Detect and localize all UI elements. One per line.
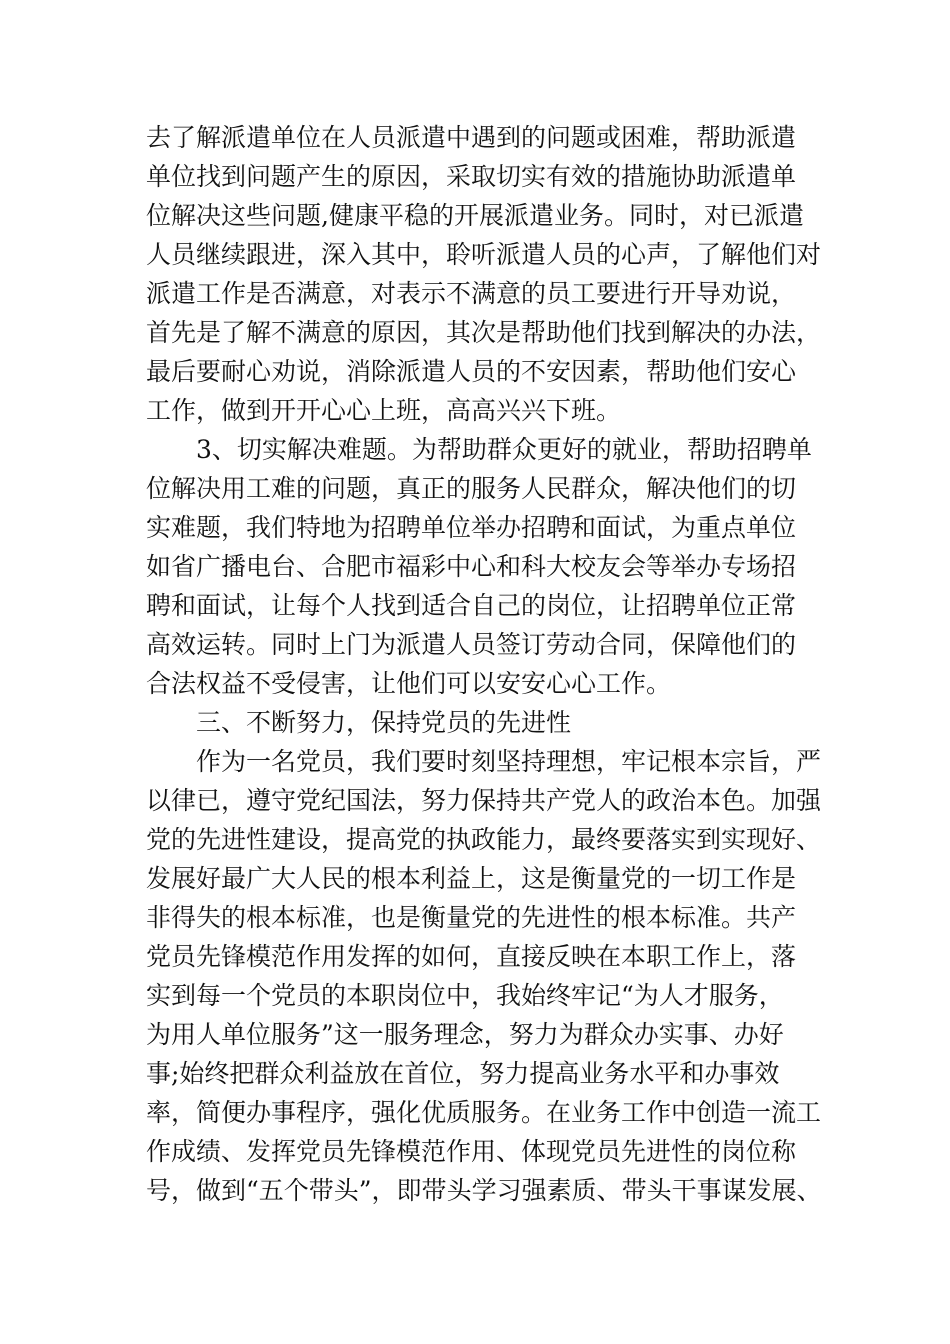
text-line: 事;始终把群众利益放在首位，努力提高业务水平和办事效 [146, 1059, 780, 1088]
text-line: 党员先锋模范作用发挥的如何，直接反映在本职工作上，落 [146, 942, 797, 971]
text-line: 聘和面试，让每个人找到适合自己的岗位，让招聘单位正常 [146, 591, 797, 620]
text-line: 以律已，遵守党纪国法，努力保持共产党人的政治本色。加强 [146, 786, 822, 815]
text-line: 派遣工作是否满意，对表示不满意的员工要进行开导劝说， [146, 279, 797, 308]
text-line: 实难题，我们特地为招聘单位举办招聘和面试，为重点单位 [146, 513, 797, 542]
text-line: 人员继续跟进，深入其中，聆听派遣人员的心声，了解他们对 [146, 240, 822, 269]
text-line: 位解决这些问题,健康平稳的开展派遣业务。同时，对已派遣 [146, 201, 804, 230]
text-line: 工作，做到开开心心上班，高高兴兴下班。 [146, 396, 622, 425]
text-line: 合法权益不受侵害，让他们可以安安心心工作。 [146, 669, 672, 698]
text-line: 非得失的根本标准，也是衡量党的先进性的根本标准。共产 [146, 903, 797, 932]
text-line: 单位找到问题产生的原因，采取切实有效的措施协助派遣单 [146, 162, 797, 191]
text-line: 首先是了解不满意的原因，其次是帮助他们找到解决的办法， [146, 318, 822, 347]
section-heading: 三、不断努力，保持党员的先进性 [196, 708, 572, 737]
text-line: 3、切实解决难题。为帮助群众更好的就业，帮助招聘单 [196, 435, 812, 464]
text-line: 实到每一个党员的本职岗位中，我始终牢记“为人才服务， [146, 981, 784, 1010]
text-line: 最后要耐心劝说，消除派遣人员的不安因素，帮助他们安心 [146, 357, 797, 386]
text-line: 发展好最广大人民的根本利益上，这是衡量党的一切工作是 [146, 864, 797, 893]
text-line: 为用人单位服务”这一服务理念，努力为群众办实事、办好 [146, 1020, 784, 1049]
text-line: 率，简便办事程序，强化优质服务。在业务工作中创造一流工 [146, 1098, 822, 1127]
text-line: 党的先进性建设，提高党的执政能力，最终要落实到实现好、 [146, 825, 822, 854]
text-line: 号，做到“五个带头”，即带头学习强素质、带头干事谋发展、 [146, 1176, 822, 1205]
text-line: 去了解派遣单位在人员派遣中遇到的问题或困难，帮助派遣 [146, 123, 797, 152]
text-line: 高效运转。同时上门为派遣人员签订劳动合同，保障他们的 [146, 630, 797, 659]
text-line: 位解决用工难的问题，真正的服务人民群众，解决他们的切 [146, 474, 797, 503]
text-line: 如省广播电台、合肥市福彩中心和科大校友会等举办专场招 [146, 552, 797, 581]
text-line: 作成绩、发挥党员先锋模范作用、体现党员先进性的岗位称 [146, 1137, 797, 1166]
text-line: 作为一名党员，我们要时刻坚持理想，牢记根本宗旨，严 [196, 747, 822, 776]
